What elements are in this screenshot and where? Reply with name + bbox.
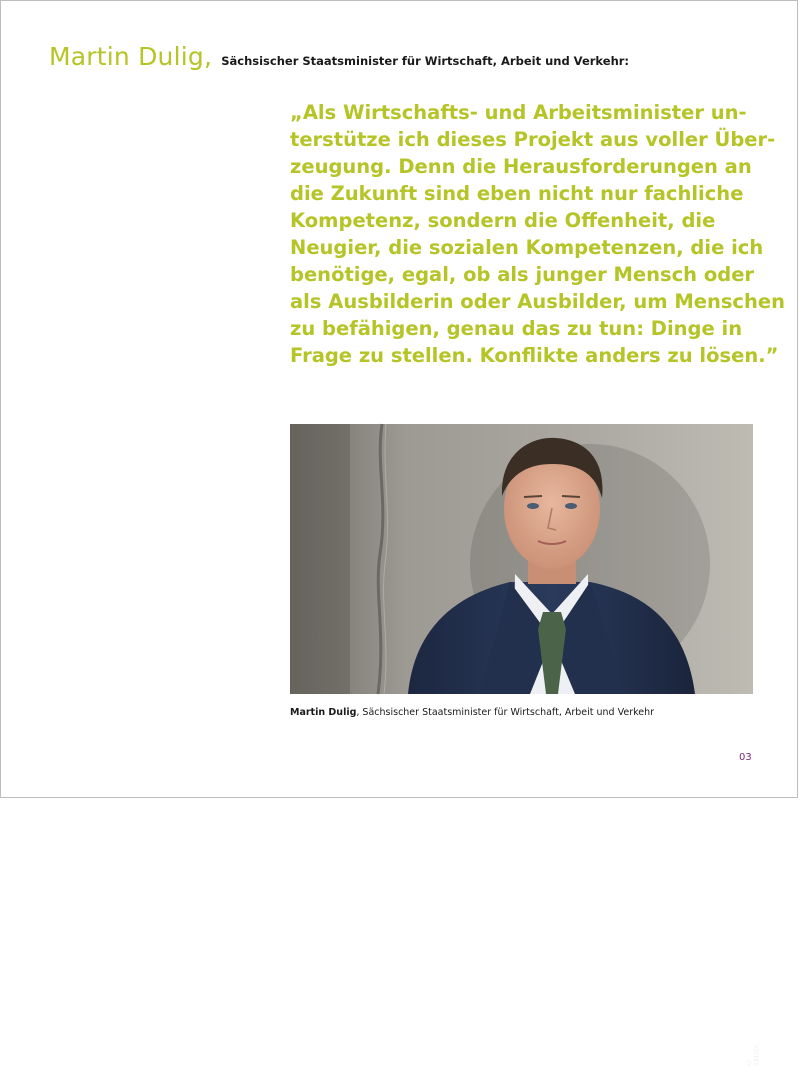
- quote-line: Neugier, die sozialen Kompetenzen, die ich: [290, 236, 764, 259]
- quote-line: benötige, egal, ob als junger Mensch oder: [290, 263, 755, 286]
- quote-block: [290, 99, 785, 369]
- speaker-name: Martin Dulig,: [49, 42, 213, 71]
- page-number: 03: [739, 752, 752, 763]
- quote-line: „Als Wirtschafts- und Arbeitsminister un-: [290, 101, 747, 124]
- quote-line: Kompetenz, sondern die Offenheit, die: [290, 209, 716, 232]
- quote-line: die Zukunft sind eben nicht nur fachliche: [290, 182, 744, 205]
- quote-line: terstütze ich dieses Projekt aus voller Über-: [290, 128, 776, 151]
- speaker-role: Sächsischer Staatsminister für Wirtschaft, Arbeit und Verkehr:: [221, 54, 630, 68]
- quote-line: zeugung. Denn die Herausforderungen an: [290, 155, 752, 178]
- quote-line: als Ausbilderin oder Ausbilder, um Menschen: [290, 290, 785, 313]
- quote-line: Frage zu stellen. Konflikte anders zu lösen.”: [290, 344, 779, 367]
- speaker-header: [49, 42, 629, 71]
- portrait-illustration: [290, 424, 753, 694]
- photo-caption: [290, 707, 654, 718]
- quote-line: zu befähigen, genau das zu tun: Dinge in: [290, 317, 743, 340]
- caption-name: Martin Dulig: [290, 707, 357, 718]
- caption-text: , Sächsischer Staatsminister für Wirtschaft, Arbeit und Verkehr: [356, 707, 655, 718]
- photo-credit: © SMWA: [745, 1044, 761, 1066]
